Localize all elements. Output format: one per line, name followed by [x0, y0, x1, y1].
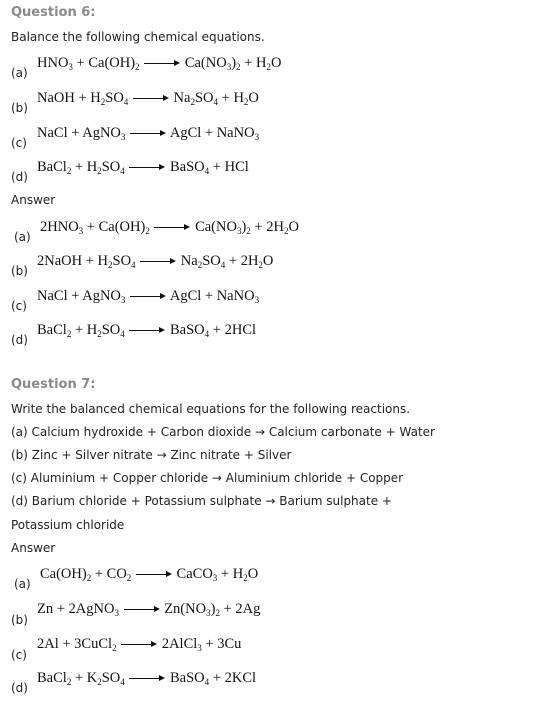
q6-answer-equation-d: BaCl$_2$ + $H_2SO_4$ BaSO$_4$ + 2HCl — [37, 322, 257, 339]
q6-answer-label: Answer — [11, 193, 56, 207]
q6-equation-d: BaCl$_2$ + $H_2SO_4$ BaSO$_4$ + HCl — [37, 159, 249, 176]
q7-answer-equation-b: Zn + 2AgNO$_3$ $Zn(NO_3)_2 + 2Ag$ — [37, 601, 261, 618]
q7-item-d-continued: Potassium chloride — [11, 518, 125, 532]
reaction-arrow-icon — [121, 640, 157, 650]
q6-answer-equation-c: NaCl + AgNO$_3$ AgCl + NaNO$_3$ — [37, 288, 260, 305]
reaction-arrow-icon — [129, 326, 165, 336]
reaction-arrow-icon — [133, 94, 169, 104]
reaction-arrow-icon — [154, 223, 190, 233]
q6-label-c: (c) — [11, 136, 27, 150]
reaction-arrow-icon — [130, 292, 166, 302]
reaction-arrow-icon — [129, 674, 165, 684]
q7-answer-equation-d: BaCl$_2$ + $K_2SO_4$ BaSO$_4$ + 2KCl — [37, 670, 257, 687]
q7-item-a: (a) Calcium hydroxide + Carbon dioxide → Calcium carbonate + Water — [11, 425, 435, 439]
reaction-arrow-icon — [140, 257, 176, 267]
q6-equation-c: NaCl + AgNO$_3$ AgCl + NaNO$_3$ — [37, 125, 260, 142]
q6-answer-equation-a: $2HNO_3 + Ca(OH)_2$ $Ca(NO_3)_2 + 2H_2O$ — [40, 219, 299, 236]
q7-answer-label-d: (d) — [11, 681, 28, 695]
q6-answer-label-c: (c) — [11, 299, 27, 313]
reaction-arrow-icon — [144, 59, 180, 69]
q7-answer-label-b: (b) — [11, 613, 28, 627]
q7-item-b: (b) Zinc + Silver nitrate → Zinc nitrate + Silver — [11, 448, 292, 462]
q6-answer-label-a: (a) — [14, 230, 31, 244]
question-7-instruction: Write the balanced chemical equations for the following reactions. — [11, 402, 411, 416]
reaction-arrow-icon — [124, 605, 160, 615]
q7-answer-label-c: (c) — [11, 648, 27, 662]
reaction-arrow-icon — [136, 570, 172, 580]
q7-answer-label: Answer — [11, 541, 56, 555]
q7-item-d: (d) Barium chloride + Potassium sulphate → Barium sulphate + — [11, 494, 392, 508]
question-7-heading: Question 7: — [11, 377, 96, 392]
q6-equation-b: NaOH + $H_2SO_4$ $Na_2SO_4 + H_2O$ — [37, 90, 259, 107]
q6-label-a: (a) — [11, 66, 28, 80]
reaction-arrow-icon — [129, 163, 165, 173]
reaction-arrow-icon — [130, 129, 166, 139]
q6-answer-label-b: (b) — [11, 264, 28, 278]
q7-item-c: (c) Aluminium + Copper chloride → Aluminium chloride + Copper — [11, 471, 404, 485]
q7-answer-equation-a: $Ca(OH)_2 + CO_2$ CaCO$_3$ + $H_2O$ — [40, 566, 259, 583]
q7-answer-label-a: (a) — [14, 577, 31, 591]
q6-label-b: (b) — [11, 101, 28, 115]
q6-answer-equation-b: 2NaOH + $H_2SO_4$ $Na_2SO_4 + 2H_2O$ — [37, 253, 274, 270]
q6-answer-label-d: (d) — [11, 333, 28, 347]
question-6-heading: Question 6: — [11, 5, 96, 20]
q6-label-d: (d) — [11, 170, 28, 184]
question-6-instruction: Balance the following chemical equations. — [11, 30, 265, 44]
q7-answer-equation-c: 2Al + 3CuCl$_2$ 2AlCl$_3$ + 3Cu — [37, 636, 242, 653]
q6-equation-a: $HNO_3 + Ca(OH)_2$ $Ca(NO_3)_2 + H_2O$ — [37, 55, 282, 72]
